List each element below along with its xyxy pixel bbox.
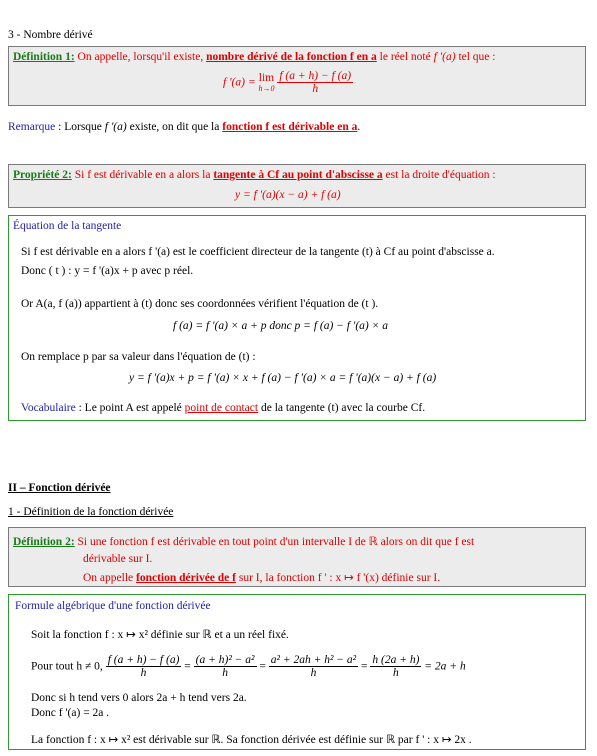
fraction-3-numerator: a² + 2ah + h² − a²	[270, 654, 357, 666]
remark-text-c: .	[357, 121, 361, 133]
equals-sign-2: =	[259, 660, 266, 673]
definition-2-highlight: fonction dérivée de f	[136, 572, 236, 584]
vocabulary-text-a: : Le point A est appelé	[75, 402, 185, 414]
remark-notation: f '(a)	[104, 121, 127, 133]
quotient-fraction-3	[269, 654, 358, 679]
section-3-title: 3 - Nombre dérivé	[8, 29, 93, 41]
formula-line-5: La fonction f : x ↦ x² est dérivable sur ℝ. Sa fonction dérivée est définie sur ℝ par f ' : x ↦ 2x .	[31, 734, 472, 746]
point-of-contact-term: point de contact	[184, 402, 259, 414]
property-2-text-b: est la droite d'équation :	[382, 169, 496, 181]
definition-1-label: Définition 1:	[13, 51, 75, 63]
definition-2-text-1: Si une fonction f est dérivable en tout point d'un intervalle I de ℝ alors on dit que f est	[74, 536, 475, 548]
formula-box-title: Formule algébrique d'une fonction dérivée	[15, 600, 211, 612]
equals-sign-1: =	[184, 660, 191, 673]
algebraic-formula-box	[8, 594, 586, 750]
definition-1-formula	[223, 70, 353, 95]
quotient-fraction-4	[370, 654, 421, 679]
property-2-formula: y = f '(a)(x − a) + f (a)	[235, 189, 341, 201]
fraction-3-denominator: h	[310, 667, 317, 679]
fraction-1-denominator: h	[140, 667, 147, 679]
equals-sign-3: =	[361, 660, 368, 673]
vocabulary-label: Vocabulaire	[21, 402, 76, 414]
vocabulary-text-b: de la tangente (t) avec la courbe Cf.	[258, 402, 426, 414]
property-2-label: Propriété 2:	[13, 169, 72, 181]
fraction-2-denominator: h	[222, 667, 228, 679]
remark-label: Remarque	[8, 121, 56, 133]
tangent-box-title: Équation de la tangente	[13, 220, 122, 232]
tangent-line-1: Si f est dérivable en a alors f '(a) est le coefficient directeur de la tangente (t) à Cf au point d'abscisse a.	[21, 246, 495, 258]
for-all-h-prefix: Pour tout h ≠ 0,	[31, 660, 103, 673]
definition-2-text-3b: sur I, la fonction f ' : x ↦ f '(x) définie sur I.	[235, 572, 441, 584]
definition-2-line-1	[13, 534, 474, 548]
limit-operator	[258, 72, 274, 93]
tangent-line-5: On remplace p par sa valeur dans l'équation de (t) :	[21, 351, 256, 363]
subsection-1-title: 1 - Définition de la fonction dérivée	[8, 506, 174, 518]
formula-line-3: Donc si h tend vers 0 alors 2a + h tend vers 2a.	[31, 692, 247, 704]
definition-1-text	[13, 51, 495, 63]
vocabulary	[21, 402, 425, 414]
fraction-2-numerator: (a + h)² − a²	[195, 654, 255, 666]
definition-1-highlight: nombre dérivé de la fonction f en a	[206, 51, 377, 63]
formula-line-1: Soit la fonction f : x ↦ x² définie sur ℝ et a un réel fixé.	[31, 629, 289, 641]
fraction-4-numerator: h (2a + h)	[372, 654, 420, 666]
tangent-line-4: f (a) = f '(a) × a + p donc p = f (a) − f '(a) × a	[173, 320, 389, 332]
quotient-fraction-2	[194, 654, 257, 679]
remark	[8, 121, 360, 133]
definition-1-box	[8, 46, 586, 106]
definition-2-label: Définition 2:	[13, 536, 75, 548]
section-2-title: II – Fonction dérivée	[8, 482, 111, 494]
property-2-box	[8, 164, 586, 208]
formula-lhs: f '(a) =	[223, 76, 259, 89]
quotient-result: = 2a + h	[424, 660, 466, 673]
formula-line-2	[31, 654, 466, 679]
fraction-numerator: f (a + h) − f (a)	[279, 70, 352, 82]
tangent-line-3: Or A(a, f (a)) appartient à (t) donc ses coordonnées vérifient l'équation de (t ).	[21, 298, 379, 310]
quotient-fraction-1	[106, 654, 182, 679]
definition-1-text-a: On appelle, lorsqu'il existe,	[74, 51, 207, 63]
lim-subscript: h→0	[258, 84, 275, 93]
definition-2-line-3	[83, 570, 440, 584]
remark-highlight: fonction f est dérivable en a	[222, 121, 358, 133]
definition-2-box	[8, 527, 586, 587]
definition-2-line-2: dérivable sur I.	[83, 553, 153, 565]
definition-1-text-b: le réel noté	[376, 51, 434, 63]
definition-1-text-c: tel que :	[455, 51, 496, 63]
property-2-text-a: Si f est dérivable en a alors la	[71, 169, 214, 181]
tangent-equation-box	[8, 215, 586, 421]
fraction-1-numerator: f (a + h) − f (a)	[107, 654, 180, 666]
tangent-line-6: y = f '(a)x + p = f '(a) × x + f (a) − f '(a) × a = f '(a)(x − a) + f (a)	[129, 372, 437, 384]
property-2-text	[13, 169, 496, 181]
fraction-4-denominator: h	[393, 667, 399, 679]
remark-text-a: : Lorsque	[55, 121, 105, 133]
definition-2-text-3a: On appelle	[83, 572, 137, 584]
property-2-highlight: tangente à Cf au point d'abscisse a	[213, 169, 383, 181]
fraction-denominator: h	[312, 83, 319, 95]
lim-word: lim	[258, 72, 275, 84]
definition-1-fraction	[277, 70, 353, 95]
remark-text-b: existe, on dit que la	[126, 121, 223, 133]
tangent-line-2: Donc ( t ) : y = f '(a)x + p avec p réel.	[21, 265, 194, 277]
definition-1-notation: f '(a)	[433, 51, 456, 63]
formula-line-4: Donc f '(a) = 2a .	[31, 707, 110, 719]
